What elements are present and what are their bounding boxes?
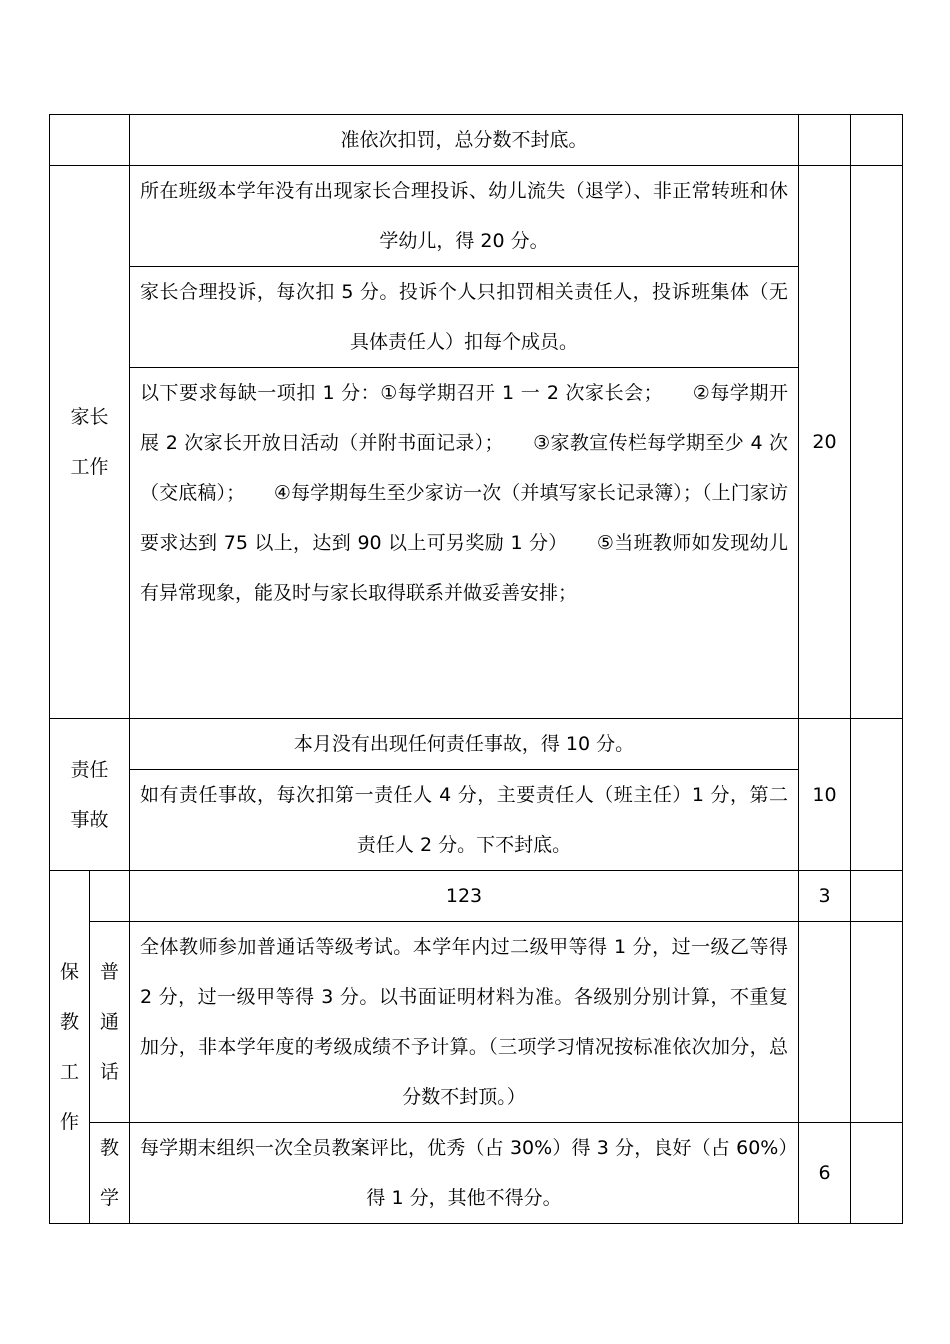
score-cell: 10 bbox=[799, 719, 851, 871]
subcategory-char: 话 bbox=[99, 1061, 119, 1083]
criteria-text: 123 bbox=[445, 885, 483, 907]
criteria-cell bbox=[130, 368, 799, 719]
score-cell: 6 bbox=[799, 1123, 851, 1224]
actual-score-cell bbox=[851, 1123, 903, 1224]
table-row bbox=[50, 770, 903, 871]
actual-score-cell bbox=[851, 719, 903, 871]
criteria-text: 家长合理投诉，每次扣 5 分。投诉个人只扣罚相关责任人，投诉班集体（无具体责任人）扣每个成员。 bbox=[140, 281, 788, 353]
subcategory-char: 教 bbox=[99, 1137, 119, 1159]
subcategory-mandarin bbox=[90, 922, 130, 1123]
table-row bbox=[50, 871, 903, 922]
category-parent-work bbox=[50, 166, 130, 719]
category-label: 责任 bbox=[70, 758, 109, 781]
criteria-cell bbox=[130, 770, 799, 871]
category-care-teaching bbox=[50, 871, 90, 1224]
category-cell bbox=[50, 115, 130, 166]
actual-score-cell bbox=[851, 166, 903, 719]
criteria-cell bbox=[130, 1123, 799, 1224]
criteria-cell bbox=[130, 871, 799, 922]
category-char: 保 bbox=[59, 961, 79, 983]
table-row bbox=[50, 719, 903, 770]
criteria-cell bbox=[130, 922, 799, 1123]
criteria-cell bbox=[130, 719, 799, 770]
category-char: 工 bbox=[59, 1061, 79, 1083]
subcategory-teaching bbox=[90, 1123, 130, 1224]
scoring-table bbox=[49, 114, 903, 1224]
score-cell: 20 bbox=[799, 166, 851, 719]
category-label: 家长 bbox=[70, 406, 109, 428]
table-row bbox=[50, 166, 903, 267]
criteria-text: 本月没有出现任何责任事故，得 10 分。 bbox=[293, 733, 635, 755]
criteria-cell bbox=[130, 115, 799, 166]
criteria-text: 所在班级本学年没有出现家长合理投诉、幼儿流失（退学）、非正常转班和休学幼儿，得 20 分。 bbox=[140, 180, 788, 252]
actual-score-cell bbox=[851, 871, 903, 922]
criteria-text: 如有责任事故，每次扣第一责任人 4 分，主要责任人（班主任）1 分，第二责任人 2 分。下不封底。 bbox=[140, 784, 788, 856]
criteria-text: 准依次扣罚，总分数不封底。 bbox=[340, 129, 588, 151]
score-cell bbox=[799, 922, 851, 1123]
criteria-text: 全体教师参加普通话等级考试。本学年内过二级甲等得 1 分，过一级乙等得 2 分，过一级甲等得 3 分。以书面证明材料为准。各级别分别计算，不重复加分，非本学年度的考级成绩不予计算。（三项学习情况按标准依次加分，总分数不封顶。） bbox=[140, 936, 788, 1108]
table-row bbox=[50, 1123, 903, 1224]
category-responsibility bbox=[50, 719, 130, 871]
score-cell bbox=[799, 115, 851, 166]
score-cell: 3 bbox=[799, 871, 851, 922]
criteria-cell bbox=[130, 166, 799, 267]
category-char: 教 bbox=[59, 1011, 79, 1033]
category-label: 工作 bbox=[70, 456, 109, 478]
criteria-text: 以下要求每缺一项扣 1 分：①每学期召开 1 一 2 次家长会； ②每学期开展 2 次家长开放日活动（并附书面记录）； ③家教宣传栏每学期至少 4 次（交底稿）； ④每学期每生至少家访一次（并填写家长记录簿）；（上门家访要求达到 75 以上，达到 90 以上可另奖励 1 分） ⑤当班教师如发现幼儿有异常现象，能及时与家长取得联系并做妥善安排； bbox=[140, 382, 788, 604]
table-row bbox=[50, 368, 903, 719]
subcategory-char: 学 bbox=[99, 1187, 119, 1209]
category-char: 作 bbox=[59, 1111, 79, 1133]
actual-score-cell bbox=[851, 115, 903, 166]
subcategory-cell bbox=[90, 871, 130, 922]
table-row bbox=[50, 267, 903, 368]
subcategory-char: 通 bbox=[99, 1011, 119, 1033]
actual-score-cell bbox=[851, 922, 903, 1123]
table-row bbox=[50, 115, 903, 166]
criteria-text: 每学期末组织一次全员教案评比，优秀（占 30%）得 3 分，良好（占 60%）得 1 分，其他不得分。 bbox=[140, 1137, 788, 1209]
table-row bbox=[50, 922, 903, 1123]
category-label: 事故 bbox=[70, 808, 109, 831]
criteria-cell bbox=[130, 267, 799, 368]
subcategory-char: 普 bbox=[99, 961, 119, 983]
